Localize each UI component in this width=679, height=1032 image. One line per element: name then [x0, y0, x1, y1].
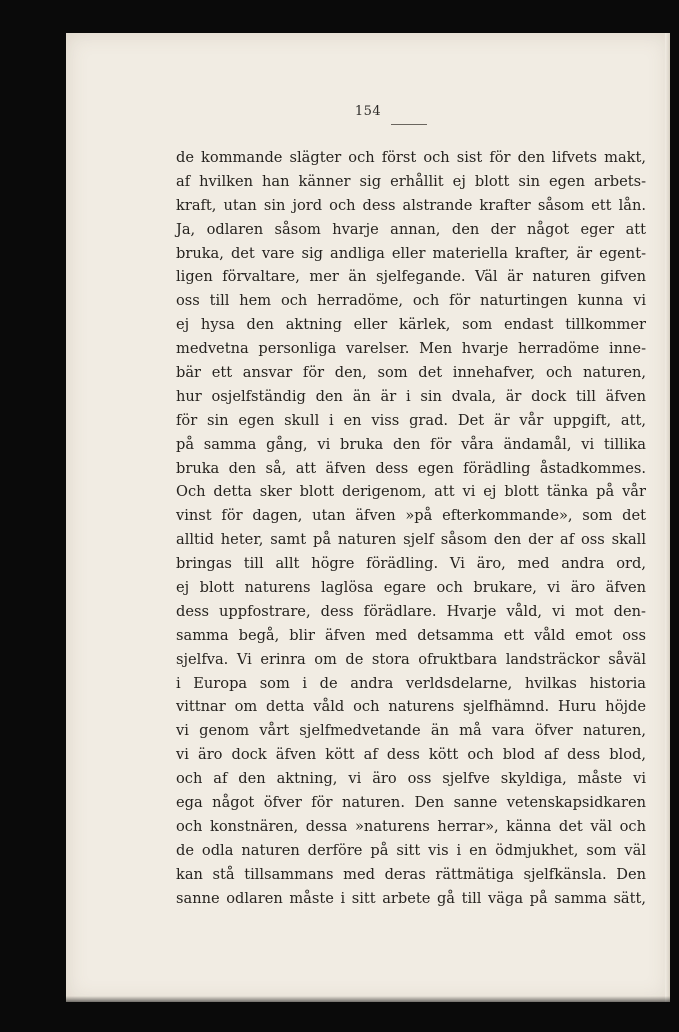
text-line: ej blott naturens laglösa egare och brukare, vi äro äfven	[176, 579, 646, 597]
book-page	[66, 33, 670, 1002]
text-line: vittnar om detta våld och naturens sjelfhämnd. Huru höjde	[176, 698, 646, 716]
text-line: hur osjelfständig den än är i sin dvala, är dock till äfven	[176, 387, 646, 405]
text-line: kraft, utan sin jord och dess alstrande krafter såsom ett lån.	[176, 196, 646, 214]
text-line: vi genom vårt sjelfmedvetande än må vara öfver naturen,	[176, 722, 646, 740]
text-line: ej hysa den aktning eller kärlek, som endast tillkommer	[176, 316, 646, 334]
text-line: medvetna personliga varelser. Men hvarje herradöme inne-	[176, 340, 646, 358]
page-number: 154	[354, 104, 382, 119]
text-line: och konstnären, dessa »naturens herrar», känna det väl och	[176, 817, 646, 835]
text-line: ega något öfver för naturen. Den sanne vetenskapsidkaren	[176, 794, 646, 812]
text-line: sanne odlaren måste i sitt arbete gå till väga på samma sätt,	[176, 889, 646, 907]
text-line: kan stå tillsammans med deras rättmätiga sjelfkänsla. Den	[176, 865, 646, 883]
text-line: bär ett ansvar för den, som det innehafver, och naturen,	[176, 364, 646, 382]
text-line: bruka, det vare sig andliga eller materiella krafter, är egent-	[176, 244, 646, 262]
text-line: för sin egen skull i en viss grad. Det är vår uppgift, att,	[176, 411, 646, 429]
text-line: ligen förvaltare, mer än sjelfegande. Väl är naturen gifven	[176, 268, 646, 286]
text-line: samma begå, blir äfven med detsamma ett våld emot oss	[176, 626, 646, 644]
text-line: oss till hem och herradöme, och för naturtingen kunna vi	[176, 292, 646, 310]
page-number-rule	[391, 124, 427, 125]
text-line: och af den aktning, vi äro oss sjelfve skyldiga, måste vi	[176, 770, 646, 788]
text-line: dess uppfostrare, dess förädlare. Hvarje våld, vi mot den-	[176, 602, 646, 620]
text-line: de kommande slägter och först och sist för den lifvets makt,	[176, 149, 646, 166]
text-line: i Europa som i de andra verldsdelarne, hvilkas historia	[176, 674, 646, 692]
text-line: bruka den så, att äfven dess egen förädling åstadkommes.	[176, 459, 646, 477]
text-line: på samma gång, vi bruka den för våra ändamål, vi tillika	[176, 435, 646, 453]
text-line: sjelfva. Vi erinra om de stora ofruktbara landsträckor såväl	[176, 650, 646, 668]
body-text	[176, 146, 646, 911]
text-line: de odla naturen derföre på sitt vis i en ödmjukhet, som väl	[176, 841, 646, 859]
text-line: Ja, odlaren såsom hvarje annan, den der något eger att	[176, 220, 646, 238]
text-line: alltid heter, samt på naturen sjelf såsom den der af oss skall	[176, 531, 646, 549]
text-line: Och detta sker blott derigenom, att vi ej blott tänka på vår	[176, 483, 646, 501]
text-line: af hvilken han känner sig erhållit ej blott sin egen arbets-	[176, 172, 646, 190]
text-line: vi äro dock äfven kött af dess kött och blod af dess blod,	[176, 746, 646, 764]
page-bottom-shadow	[66, 996, 670, 1002]
text-line: bringas till allt högre förädling. Vi äro, med andra ord,	[176, 555, 646, 573]
page-edge	[665, 33, 670, 1002]
text-line: vinst för dagen, utan äfven »på efterkommande», som det	[176, 507, 646, 525]
